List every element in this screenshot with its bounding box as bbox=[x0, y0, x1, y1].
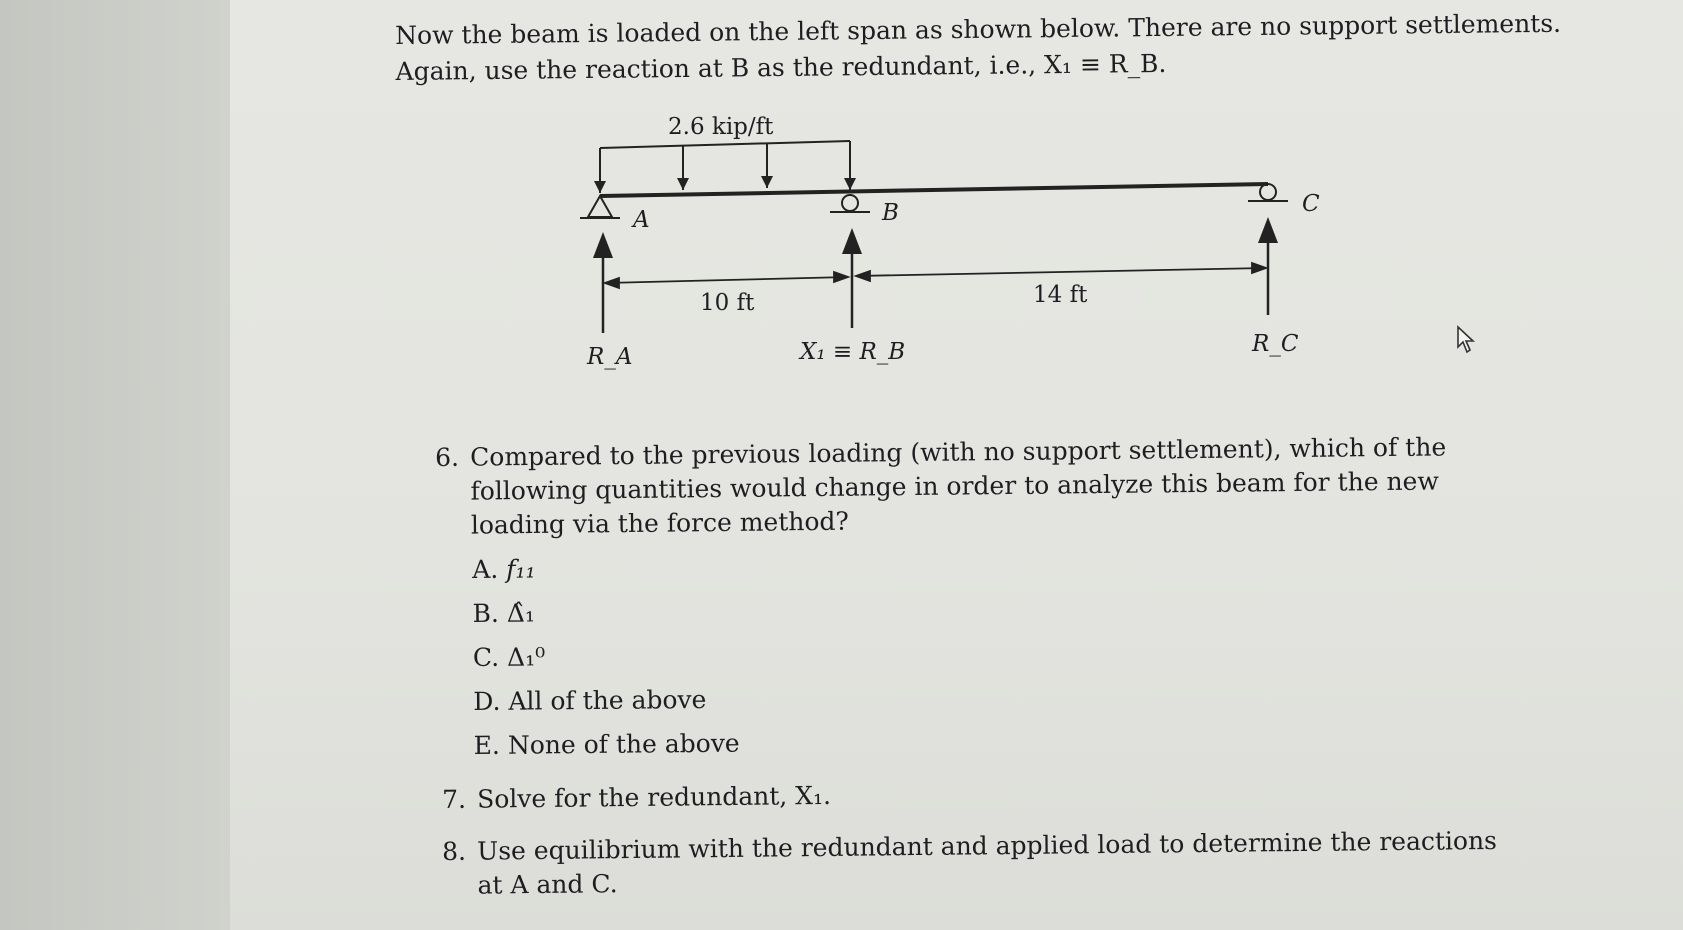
option-text: f₁₁ bbox=[506, 554, 536, 584]
load-arrow-2 bbox=[677, 178, 689, 190]
option-e bbox=[474, 722, 740, 768]
option-d bbox=[473, 678, 739, 724]
support-c-label: C bbox=[1302, 191, 1320, 217]
option-letter: D. bbox=[473, 686, 501, 716]
question-6-text: Compared to the previous loading (with no support settlement), which of the following quantities would change in order to analyze this beam for the new loading via the force method? bbox=[470, 432, 1447, 540]
reaction-c-label: R_C bbox=[1252, 331, 1299, 357]
option-a bbox=[472, 546, 738, 592]
load-label: 2.6 kip/ft bbox=[668, 114, 774, 140]
question-6-number: 6. bbox=[435, 442, 460, 472]
option-text: Δ̂₁ bbox=[506, 598, 536, 628]
question-8-text: Use equilibrium with the redundant and applied load to determine the reactions at A and C. bbox=[477, 825, 1498, 900]
distributed-load bbox=[594, 141, 856, 193]
pin-support-a-icon bbox=[580, 196, 620, 218]
question-6-options bbox=[472, 546, 740, 768]
support-a-label: A bbox=[633, 207, 650, 233]
option-c bbox=[473, 634, 739, 680]
dimension-line-ab bbox=[605, 272, 848, 288]
reaction-b-label: X₁ ≡ R_B bbox=[800, 339, 906, 365]
span-ab-label: 10 ft bbox=[700, 290, 755, 316]
load-arrow-4 bbox=[844, 178, 856, 190]
dimension-line-bc bbox=[856, 263, 1266, 281]
mouse-cursor-icon bbox=[1455, 325, 1479, 355]
load-arrow-3 bbox=[761, 176, 773, 188]
option-letter: A. bbox=[472, 554, 499, 584]
option-letter: B. bbox=[472, 598, 500, 628]
support-b-label: B bbox=[882, 200, 899, 226]
intro-line-2: Again, use the reaction at B as the redundant, i.e., X₁ ≡ R_B. bbox=[395, 48, 1167, 86]
span-bc-label: 14 ft bbox=[1033, 282, 1088, 308]
question-7-text: Solve for the redundant, X₁. bbox=[477, 780, 832, 814]
roller-support-b-icon bbox=[830, 195, 870, 212]
beam bbox=[600, 184, 1268, 196]
option-letter: C. bbox=[472, 642, 500, 672]
intro-line-1: Now the beam is loaded on the left span as shown below. There are no support settlements. bbox=[395, 8, 1562, 50]
reaction-a-label: R_A bbox=[587, 344, 633, 370]
roller-support-c-icon bbox=[1248, 184, 1288, 201]
option-text: None of the above bbox=[507, 728, 740, 760]
question-8-number: 8. bbox=[442, 836, 467, 866]
option-letter: E. bbox=[473, 730, 501, 760]
option-b bbox=[472, 590, 738, 636]
question-7-number: 7. bbox=[442, 784, 467, 814]
load-arrow-1 bbox=[594, 181, 606, 193]
option-text: Δ₁⁰ bbox=[506, 642, 546, 672]
option-text: All of the above bbox=[508, 684, 707, 716]
